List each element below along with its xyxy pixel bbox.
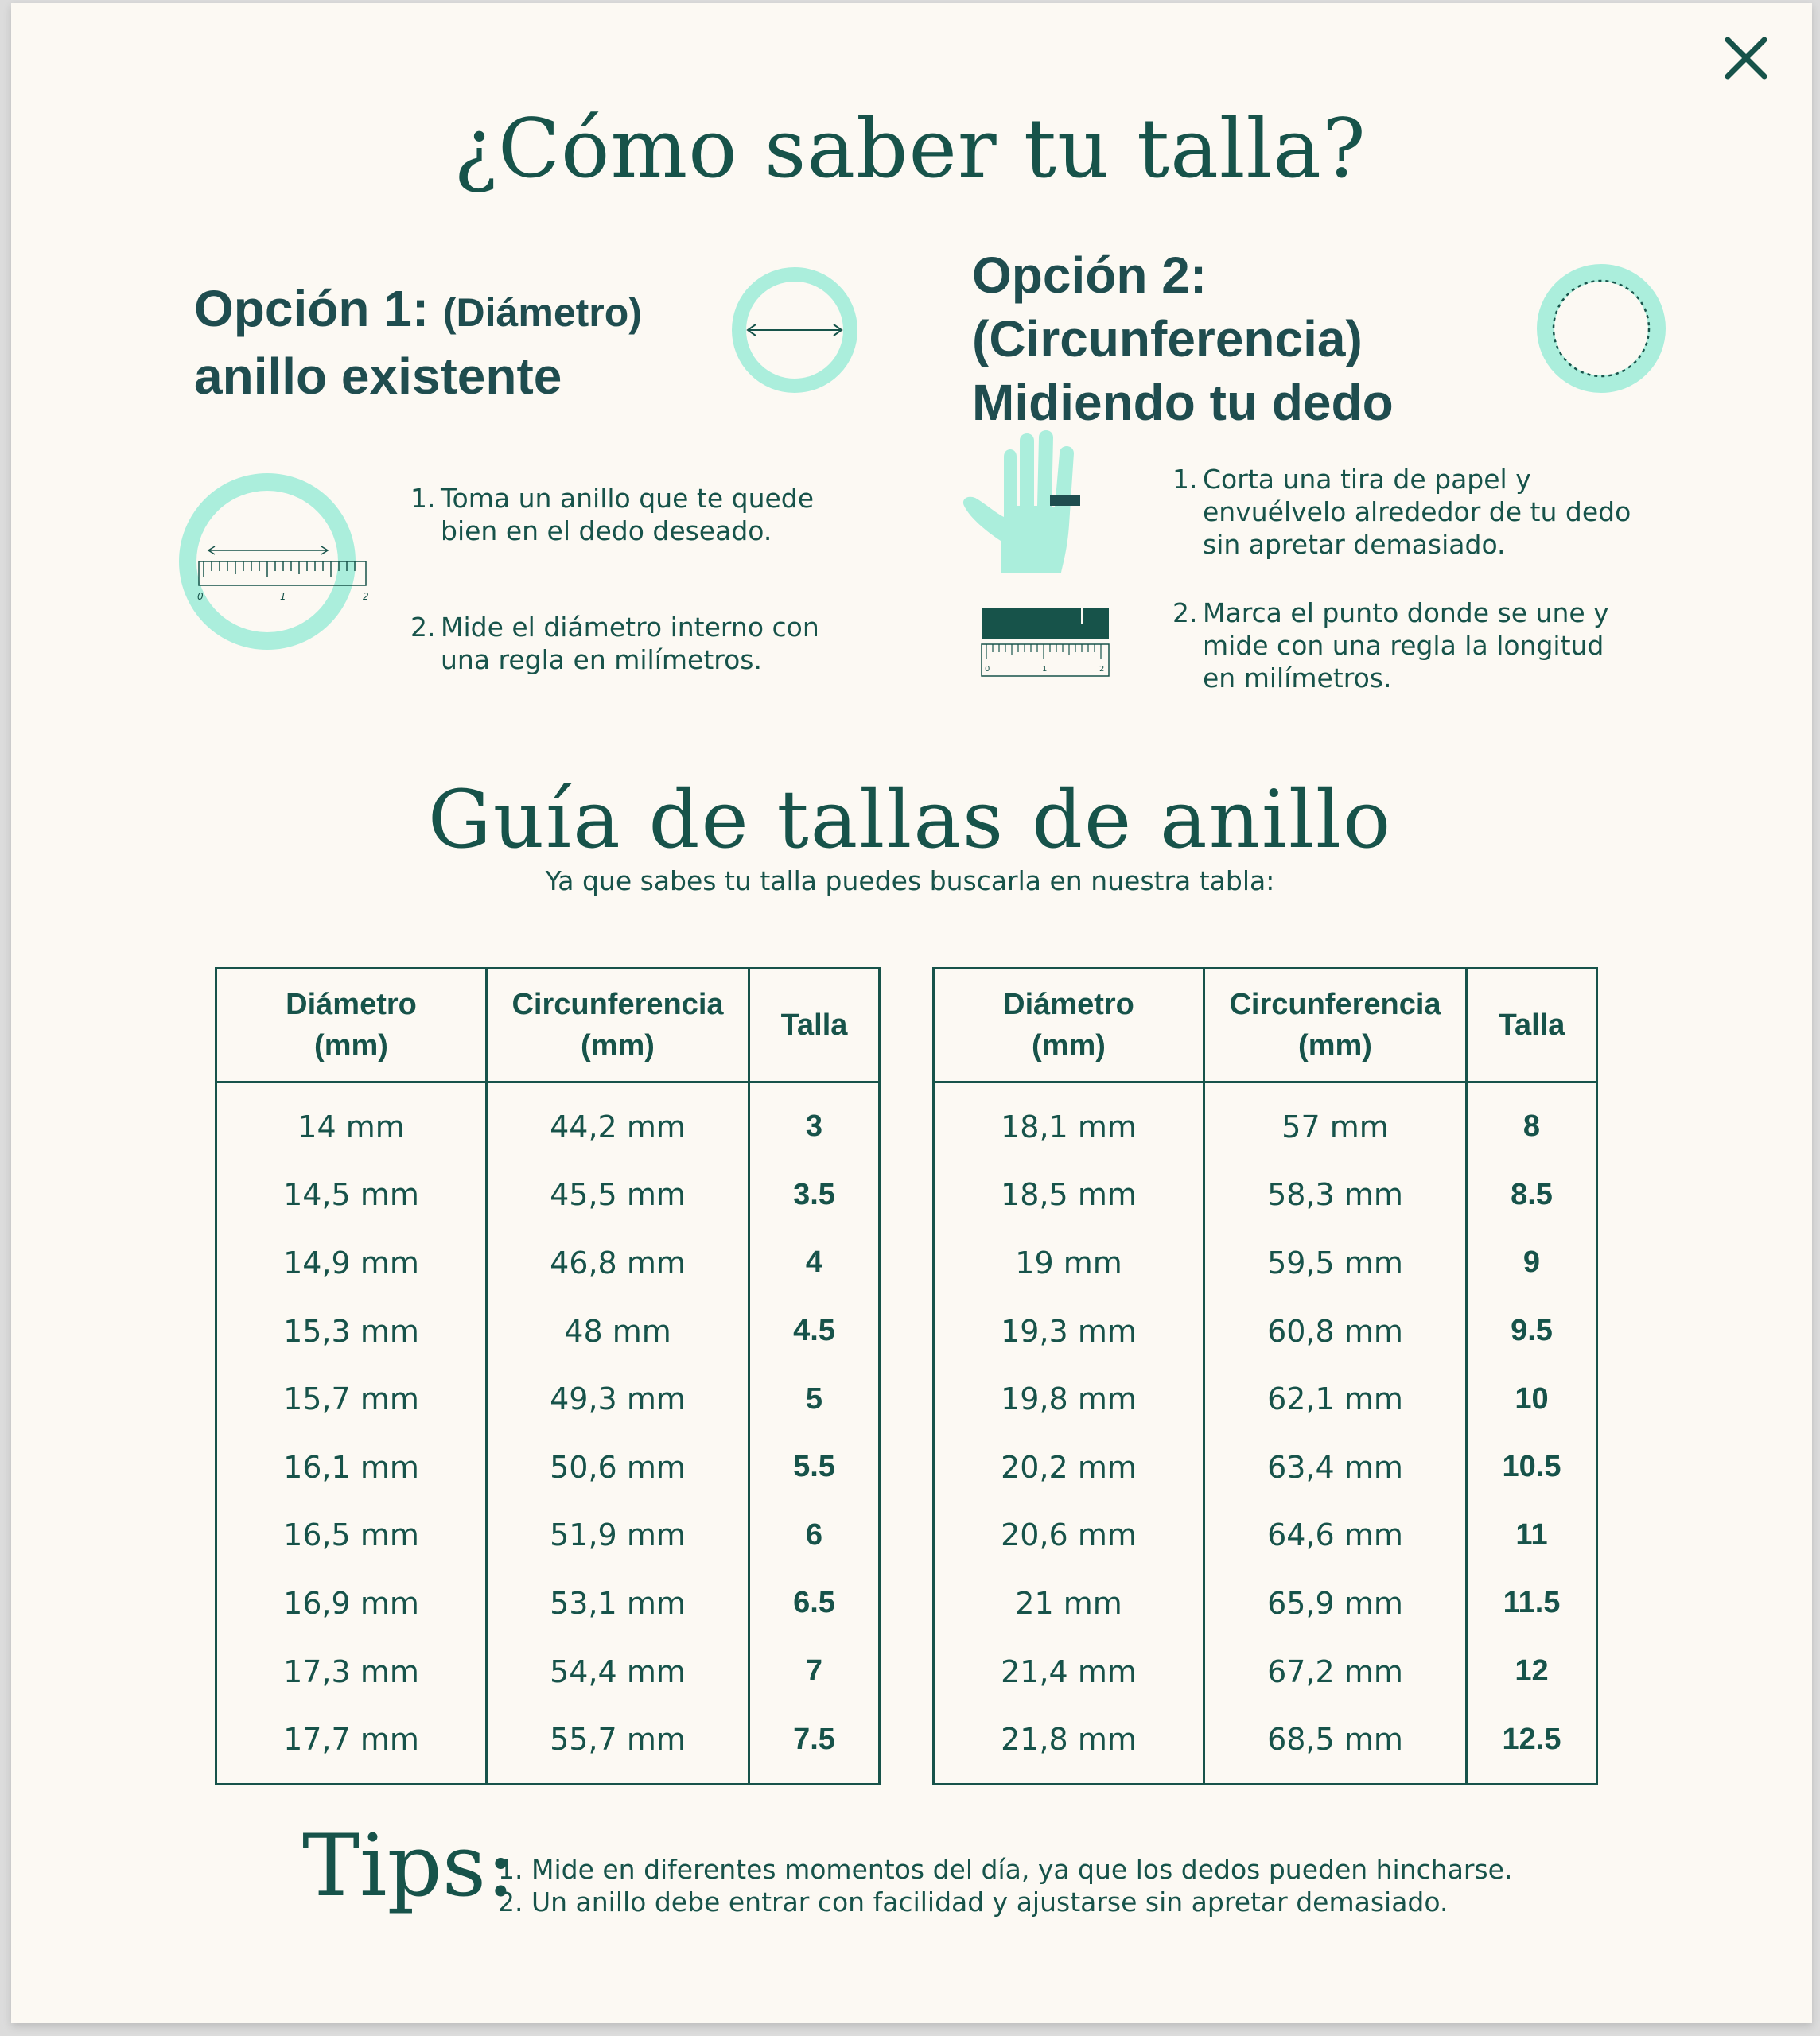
option1-step-1 (410, 482, 840, 547)
header-diametro: Diámetro (mm) (934, 969, 1204, 1082)
cell-circunferencia: 46,8 mm (487, 1229, 749, 1297)
step-text: Marca el punto donde se une y mide con una regla la longitud en milímetros. (1203, 597, 1609, 694)
cell-diametro: 14,5 mm (216, 1161, 487, 1230)
cell-diametro: 19,3 mm (934, 1297, 1204, 1366)
cell-diametro: 14,9 mm (216, 1229, 487, 1297)
ruler-label-2: 2 (363, 591, 369, 602)
step-text: Mide el diámetro interno con una regla en milímetros. (441, 612, 819, 675)
cell-circunferencia: 58,3 mm (1204, 1161, 1467, 1230)
cell-circunferencia: 45,5 mm (487, 1161, 749, 1230)
cell-circunferencia: 62,1 mm (1204, 1365, 1467, 1433)
cell-diametro: 16,9 mm (216, 1569, 487, 1638)
cell-circunferencia: 67,2 mm (1204, 1638, 1467, 1706)
cell-talla: 4.5 (749, 1297, 880, 1366)
table-row (216, 1638, 880, 1706)
page-title: ¿Cómo saber tu talla? (453, 102, 1367, 196)
option1-title-bold: Opción 1: (194, 280, 430, 337)
ring-circumference-icon (1534, 261, 1669, 396)
step-text: Corta una tira de papel y envuélvelo alrededor de tu dedo sin apretar demasiado. (1203, 464, 1631, 560)
option2-step-1 (1172, 463, 1634, 561)
option2-title (972, 243, 1624, 434)
step-number: 2. (410, 612, 436, 643)
table-row (216, 1082, 880, 1161)
cell-diametro: 20,2 mm (934, 1433, 1204, 1502)
paper-strip-ruler-icon (980, 606, 1110, 681)
cell-circunferencia: 54,4 mm (487, 1638, 749, 1706)
cell-circunferencia: 55,7 mm (487, 1705, 749, 1784)
cell-circunferencia: 53,1 mm (487, 1569, 749, 1638)
option2-title-line3: Midiendo tu dedo (972, 374, 1394, 431)
cell-talla: 3.5 (749, 1161, 880, 1230)
step-number: 2. (1172, 597, 1198, 628)
tips-title: Tips: (302, 1816, 515, 1916)
cell-talla: 4 (749, 1229, 880, 1297)
table-row (216, 1705, 880, 1784)
cell-talla: 6 (749, 1502, 880, 1570)
ruler-label-1: 1 (1042, 665, 1048, 674)
cell-diametro: 17,3 mm (216, 1638, 487, 1706)
header-talla: Talla (1467, 969, 1597, 1082)
cell-talla: 9.5 (1467, 1297, 1597, 1366)
cell-diametro: 21,4 mm (934, 1638, 1204, 1706)
cell-circunferencia: 44,2 mm (487, 1082, 749, 1161)
cell-diametro: 20,6 mm (934, 1502, 1204, 1570)
size-table-left (215, 967, 881, 1785)
ruler-label-2: 2 (1099, 665, 1105, 674)
ring-diameter-icon (727, 262, 862, 398)
cell-diametro: 14 mm (216, 1082, 487, 1161)
cell-talla: 3 (749, 1082, 880, 1161)
hand-icon (962, 429, 1122, 581)
cell-circunferencia: 59,5 mm (1204, 1229, 1467, 1297)
table-row (216, 1502, 880, 1570)
header-circunferencia: Circunferencia (mm) (487, 969, 749, 1082)
option1-title-sub: (Diámetro) (442, 290, 642, 335)
cell-talla: 7 (749, 1638, 880, 1706)
cell-diametro: 15,3 mm (216, 1297, 487, 1366)
table-row (934, 1229, 1597, 1297)
cell-diametro: 16,1 mm (216, 1433, 487, 1502)
table-header-row (216, 969, 880, 1082)
option2-title-line2: (Circunferencia) (972, 310, 1363, 367)
ruler-ticks (204, 561, 355, 577)
cell-talla: 7.5 (749, 1705, 880, 1784)
table-row (934, 1365, 1597, 1433)
cell-circunferencia: 49,3 mm (487, 1365, 749, 1433)
cell-diametro: 17,7 mm (216, 1705, 487, 1784)
option2-title-line1: Opción 2: (972, 247, 1208, 304)
cell-diametro: 15,7 mm (216, 1365, 487, 1433)
table-row (934, 1433, 1597, 1502)
cell-circunferencia: 68,5 mm (1204, 1705, 1467, 1784)
cell-circunferencia: 57 mm (1204, 1082, 1467, 1161)
ruler-label-0: 0 (985, 665, 990, 674)
cell-talla: 8.5 (1467, 1161, 1597, 1230)
step-number: 1. (410, 483, 436, 514)
size-table-right (932, 967, 1598, 1785)
table-row (216, 1229, 880, 1297)
table-row (934, 1638, 1597, 1706)
cell-diametro: 21 mm (934, 1569, 1204, 1638)
table-row (216, 1297, 880, 1366)
cell-diametro: 18,5 mm (934, 1161, 1204, 1230)
cell-talla: 6.5 (749, 1569, 880, 1638)
ruler-label-1: 1 (280, 591, 286, 602)
cell-circunferencia: 60,8 mm (1204, 1297, 1467, 1366)
guide-subtitle: Ya que sabes tu talla puedes buscarla en nuestra tabla: (545, 865, 1275, 896)
cell-diametro: 18,1 mm (934, 1082, 1204, 1161)
table-row (216, 1365, 880, 1433)
cell-talla: 11 (1467, 1502, 1597, 1570)
cell-circunferencia: 51,9 mm (487, 1502, 749, 1570)
table-row (934, 1569, 1597, 1638)
option1-title (194, 277, 735, 408)
cell-talla: 8 (1467, 1082, 1597, 1161)
cell-talla: 5.5 (749, 1433, 880, 1502)
option2-step-2 (1172, 596, 1634, 694)
cell-circunferencia: 63,4 mm (1204, 1433, 1467, 1502)
cell-talla: 9 (1467, 1229, 1597, 1297)
tip-item: 1. Mide en diferentes momentos del día, ya que los dedos pueden hincharse. (498, 1854, 1513, 1885)
option1-step-2 (410, 611, 840, 676)
table-row (216, 1569, 880, 1638)
ring-ruler-illustration (177, 471, 375, 652)
step-number: 1. (1172, 464, 1198, 495)
cell-circunferencia: 64,6 mm (1204, 1502, 1467, 1570)
cell-circunferencia: 65,9 mm (1204, 1569, 1467, 1638)
cell-diametro: 21,8 mm (934, 1705, 1204, 1784)
option1-title-line2: anillo existente (194, 348, 562, 405)
close-icon[interactable] (1718, 30, 1774, 86)
cell-talla: 12 (1467, 1638, 1597, 1706)
table-header-row (934, 969, 1597, 1082)
cell-diametro: 16,5 mm (216, 1502, 487, 1570)
ruler-label-0: 0 (197, 591, 204, 602)
cell-talla: 5 (749, 1365, 880, 1433)
tip-item: 2. Un anillo debe entrar con facilidad y ajustarse sin apretar demasiado. (498, 1886, 1449, 1917)
cell-diametro: 19 mm (934, 1229, 1204, 1297)
table-row (934, 1502, 1597, 1570)
cell-talla: 12.5 (1467, 1705, 1597, 1784)
cell-diametro: 19,8 mm (934, 1365, 1204, 1433)
header-diametro: Diámetro (mm) (216, 969, 487, 1082)
cell-talla: 10 (1467, 1365, 1597, 1433)
cell-talla: 11.5 (1467, 1569, 1597, 1638)
tips-list (498, 1853, 1512, 1918)
table-row (216, 1161, 880, 1230)
cell-talla: 10.5 (1467, 1433, 1597, 1502)
step-text: Toma un anillo que te quede bien en el dedo deseado. (441, 483, 815, 546)
table-row (216, 1433, 880, 1502)
table-row (934, 1082, 1597, 1161)
header-talla: Talla (749, 969, 880, 1082)
table-row (934, 1161, 1597, 1230)
table-row (934, 1705, 1597, 1784)
table-row (934, 1297, 1597, 1366)
cell-circunferencia: 48 mm (487, 1297, 749, 1366)
header-circunferencia: Circunferencia (mm) (1204, 969, 1467, 1082)
guide-title: Guía de tallas de anillo (427, 773, 1393, 866)
cell-circunferencia: 50,6 mm (487, 1433, 749, 1502)
